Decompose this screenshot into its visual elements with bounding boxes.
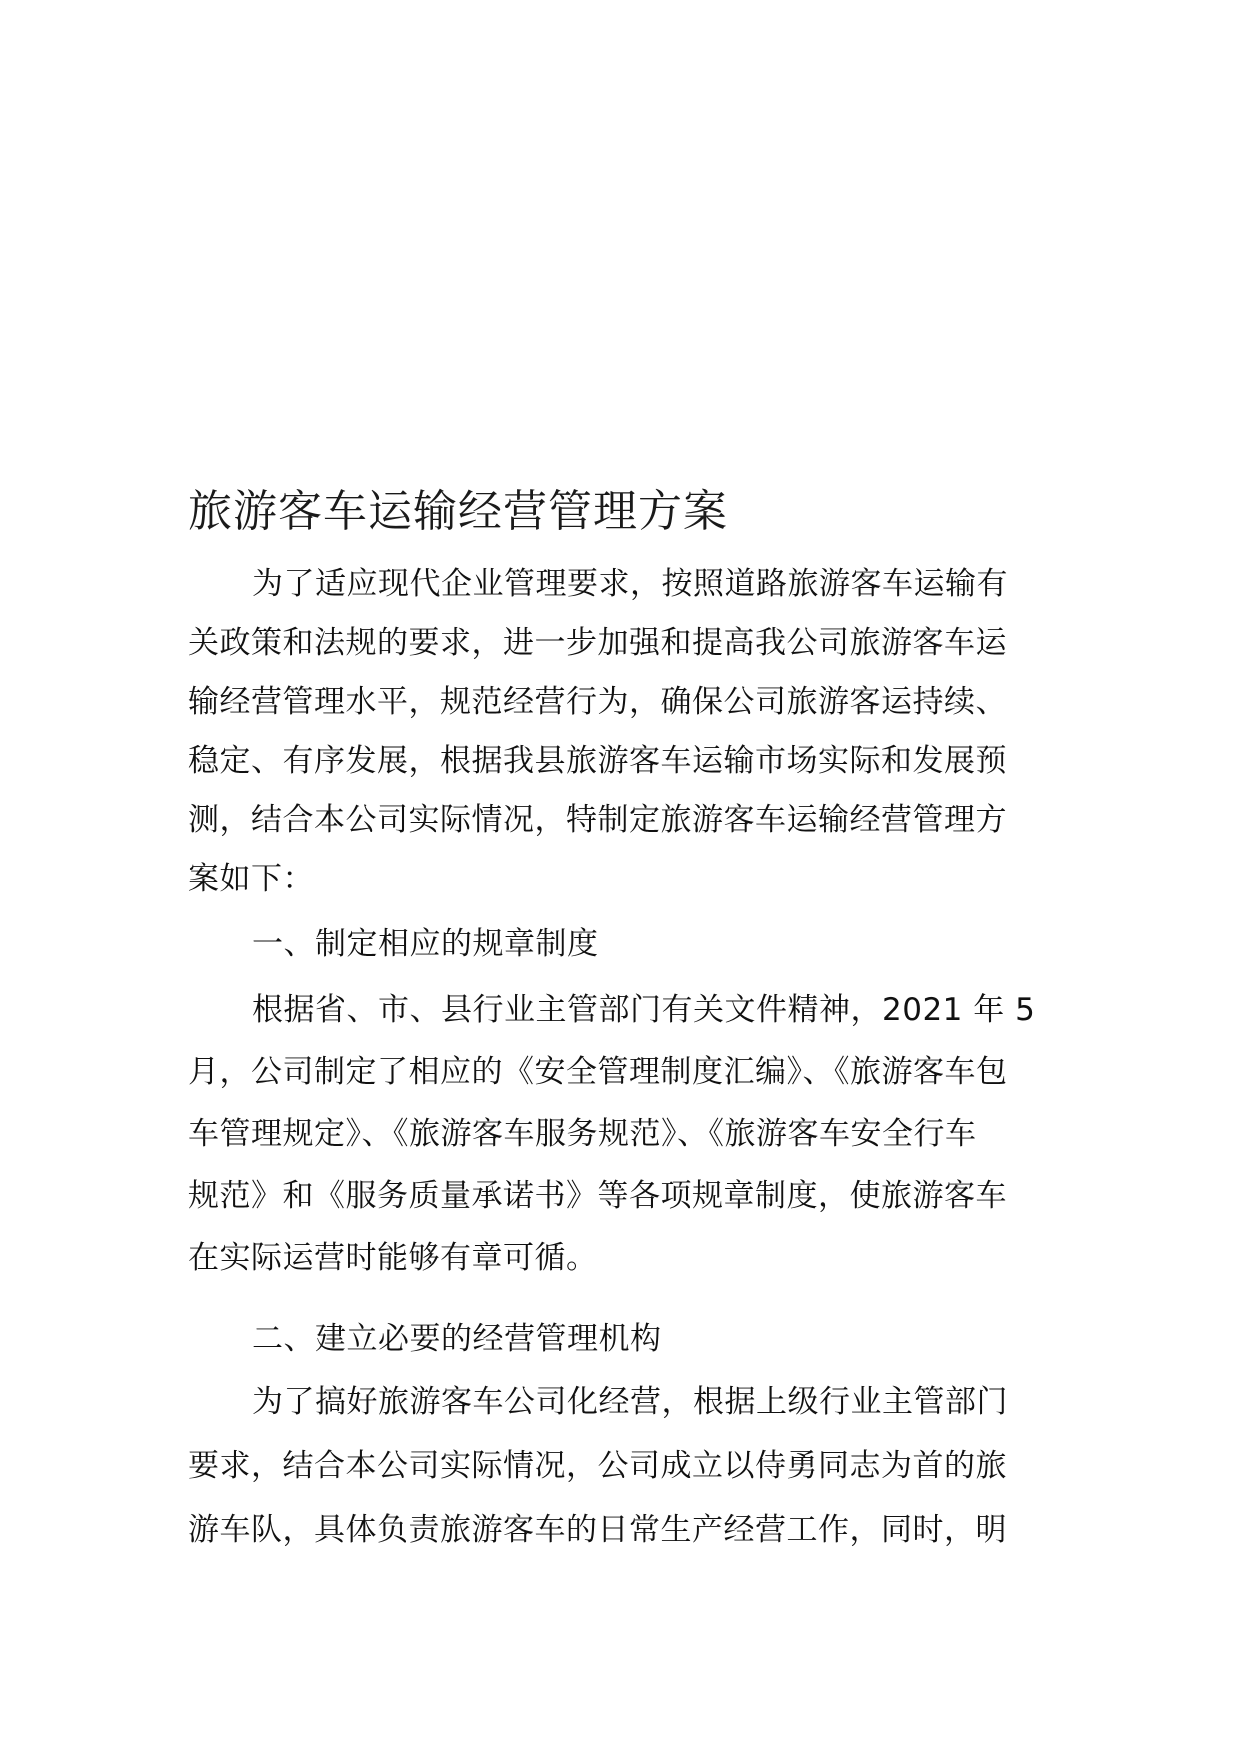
section1-line: 规范》和《服务质量承诺书》等各项规章制度，使旅游客车 <box>188 1178 1007 1214</box>
intro-line: 输经营管理水平，规范经营行为，确保公司旅游客运持续、 <box>188 684 1007 720</box>
section2-line: 要求，结合本公司实际情况，公司成立以侍勇同志为首的旅 <box>188 1448 1007 1484</box>
section2-line: 为了搞好旅游客车公司化经营，根据上级行业主管部门 <box>252 1384 1008 1420</box>
section1-line: 根据省、市、县行业主管部门有关文件精神，2021 年 5 <box>252 992 1036 1028</box>
intro-line: 案如下： <box>188 861 314 897</box>
section1-line: 月，公司制定了相应的《安全管理制度汇编》、《旅游客车包 <box>188 1054 1008 1090</box>
section1-line: 在实际运营时能够有章可循。 <box>188 1240 598 1276</box>
intro-line: 测，结合本公司实际情况，特制定旅游客车运输经营管理方 <box>188 802 1007 838</box>
section1-line: 车管理规定》、《旅游客车服务规范》、《旅游客车安全行车 <box>188 1116 977 1152</box>
section-heading: 一、制定相应的规章制度 <box>252 926 599 962</box>
section-heading: 二、建立必要的经营管理机构 <box>252 1321 662 1357</box>
intro-line: 稳定、有序发展，根据我县旅游客车运输市场实际和发展预 <box>188 743 1007 779</box>
section2-line: 游车队，具体负责旅游客车的日常生产经营工作，同时，明 <box>188 1512 1007 1548</box>
intro-line: 关政策和法规的要求，进一步加强和提高我公司旅游客车运 <box>188 625 1007 661</box>
document-title: 旅游客车运输经营管理方案 <box>188 486 728 537</box>
intro-line: 为了适应现代企业管理要求，按照道路旅游客车运输有 <box>252 566 1008 602</box>
